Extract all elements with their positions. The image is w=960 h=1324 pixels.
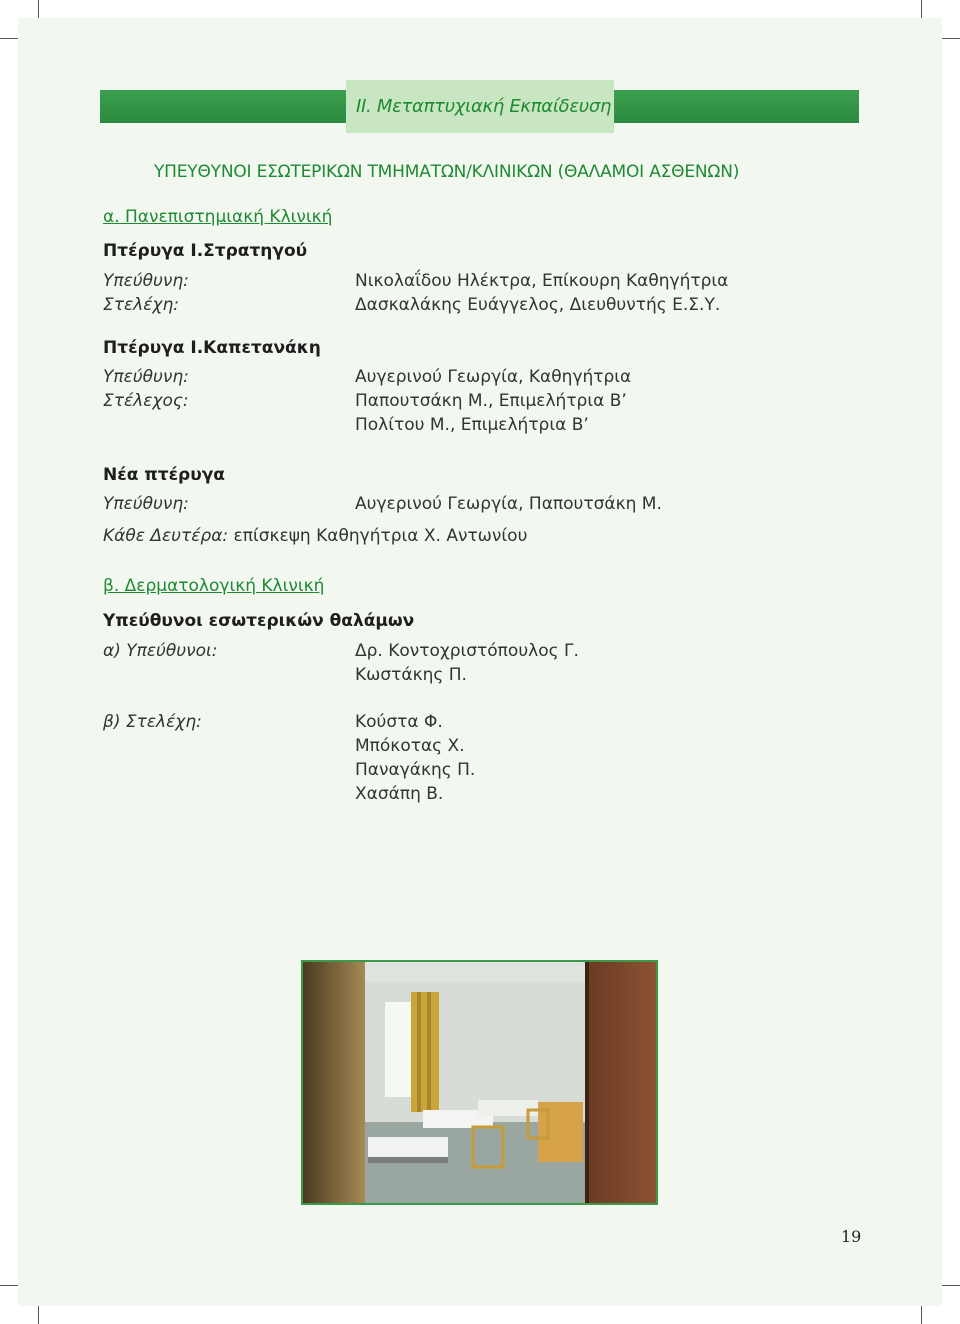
wing3-label1: Υπεύθυνη: xyxy=(103,494,189,514)
section-b-value: Κωστάκης Π. xyxy=(355,665,467,685)
wing1-name: Πτέρυγα Ι.Στρατηγού xyxy=(103,241,308,261)
wing1-value2: Δασκαλάκης Ευάγγελος, Διευθυντής Ε.Σ.Υ. xyxy=(355,295,721,315)
visit-label: Κάθε Δευτέρα: xyxy=(103,526,229,546)
section-b-value: Παναγάκης Π. xyxy=(355,760,476,780)
section-b-label2: β) Στελέχη: xyxy=(103,712,202,732)
wing1-label2: Στελέχη: xyxy=(103,295,179,315)
section-b-value: Δρ. Κοντοχριστόπουλος Γ. xyxy=(355,641,579,661)
wing2-value1: Αυγερινού Γεωργία, Καθηγήτρια xyxy=(355,367,632,387)
section-b-value: Κούστα Φ. xyxy=(355,712,443,732)
section-header: II. Μεταπτυχιακή Εκπαίδευση xyxy=(346,80,614,133)
section-b-subtitle: Υπεύθυνοι εσωτερικών θαλάμων xyxy=(103,611,415,631)
page-number: 19 xyxy=(841,1227,862,1246)
wing1-label1: Υπεύθυνη: xyxy=(103,271,189,291)
wing3-visit-line xyxy=(103,526,527,546)
section-b-title: β. Δερματολογική Κλινική xyxy=(103,576,325,596)
wing3-name: Νέα πτέρυγα xyxy=(103,465,225,485)
section-b-value: Μπόκοτας Χ. xyxy=(355,736,465,756)
wing2-label1: Υπεύθυνη: xyxy=(103,367,189,387)
wing2-value3: Πολίτου Μ., Επιμελήτρια Β’ xyxy=(355,415,589,435)
main-title: ΥΠΕΥΘΥΝΟΙ ΕΣΩΤΕΡΙΚΩΝ ΤΜΗΜΑΤΩΝ/ΚΛΙΝΙΚΩΝ (ΘΑΛΑΜΟΙ ΑΣΘΕΝΩΝ) xyxy=(154,162,740,182)
section-b-value: Χασάπη Β. xyxy=(355,784,444,804)
visit-value: επίσκεψη Καθηγήτρια Χ. Αντωνίου xyxy=(228,526,528,546)
section-a-title: α. Πανεπιστημιακή Κλινική xyxy=(103,207,333,227)
ward-photo xyxy=(301,960,658,1205)
wing2-value2: Παπουτσάκη Μ., Επιμελήτρια Β’ xyxy=(355,391,627,411)
wing2-label2: Στέλεχος: xyxy=(103,391,189,411)
wing2-name: Πτέρυγα Ι.Καπετανάκη xyxy=(103,338,321,358)
section-b-label1: α) Υπεύθυνοι: xyxy=(103,641,218,661)
wing1-value1: Νικολαΐδου Ηλέκτρα, Επίκουρη Καθηγήτρια xyxy=(355,271,729,291)
ward-photo-illustration xyxy=(303,962,656,1203)
wing3-value1: Αυγερινού Γεωργία, Παπουτσάκη Μ. xyxy=(355,494,662,514)
